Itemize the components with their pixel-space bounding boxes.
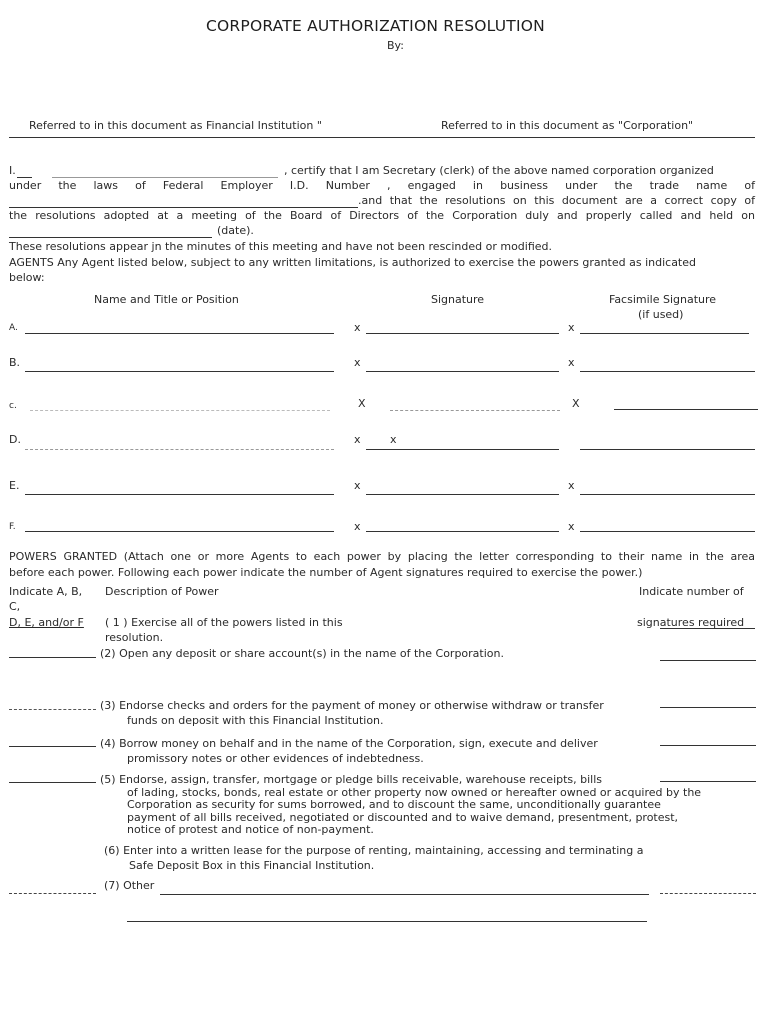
cert-line-4: the resolutions adopted at a meeting of the Board of Directors of the Corporation duly and properly called and held on bbox=[9, 209, 755, 222]
cert-line-3: .and that the resolutions on this document are a correct copy of bbox=[358, 194, 755, 207]
facsimile-x-mark: x bbox=[568, 356, 575, 369]
cert-line-1: , certify that I am Secretary (clerk) of the above named corporation organized bbox=[284, 164, 714, 177]
power-2-text: (2) Open any deposit or share account(s) in the name of the Corporation. bbox=[100, 647, 504, 660]
powers-intro-1: POWERS GRANTED (Attach one or more Agents to each power by placing the letter corresponding to their name in the area bbox=[9, 550, 755, 563]
power-7-text: (7) Other bbox=[104, 879, 155, 892]
agent-row-letter: D. bbox=[9, 433, 21, 446]
power-7-agent-field[interactable] bbox=[9, 893, 96, 894]
agent-signature-field[interactable] bbox=[366, 449, 559, 450]
agent-facsimile-field[interactable] bbox=[580, 371, 755, 372]
col-number-header: Indicate number of bbox=[639, 585, 744, 598]
financial-institution-reference: Referred to in this document as Financial Institution " bbox=[29, 119, 322, 132]
agent-row-letter: c. bbox=[9, 401, 17, 411]
reference-divider bbox=[9, 137, 755, 138]
power-5-text-3: Corporation as security for sums borrowed, and to discount the same, unconditionally guarantee bbox=[127, 798, 661, 811]
signatures-header-underline bbox=[660, 628, 755, 629]
signature-x-mark: X bbox=[358, 397, 366, 410]
agents-intro-2: below: bbox=[9, 271, 45, 284]
agent-signature-field[interactable] bbox=[366, 531, 559, 532]
agent-name-field[interactable] bbox=[30, 410, 330, 411]
col-description-header: Description of Power bbox=[105, 585, 219, 598]
col-signature-header: Signature bbox=[431, 293, 485, 306]
power-2-signatures-field[interactable] bbox=[660, 660, 756, 661]
power-5-text-4: payment of all bills received, negotiated or discounted and to waive demand, presentment, protest, bbox=[127, 811, 679, 824]
col-signatures-header: signatures required bbox=[637, 616, 745, 629]
signature-x-mark: x bbox=[354, 433, 361, 446]
by-label: By: bbox=[387, 39, 404, 52]
power-2-agent-field[interactable] bbox=[9, 657, 96, 658]
document-title: CORPORATE AUTHORIZATION RESOLUTION bbox=[206, 17, 545, 35]
agents-intro: AGENTS Any Agent listed below, subject to any written limitations, is authorized to exercise the powers granted as indicated bbox=[9, 256, 696, 269]
signature-x-mark: x bbox=[354, 321, 361, 334]
agent-facsimile-field[interactable] bbox=[580, 333, 749, 334]
col-indicate-c: C, bbox=[9, 600, 21, 613]
agent-facsimile-field[interactable] bbox=[580, 494, 755, 495]
date-field[interactable] bbox=[9, 237, 212, 238]
col-indicate-header: Indicate A, B, bbox=[9, 585, 83, 598]
powers-intro-2: before each power. Following each power indicate the number of Agent signatures required to exercise the power.) bbox=[9, 566, 643, 579]
power-4-signatures-field[interactable] bbox=[660, 745, 756, 746]
agent-signature-field[interactable] bbox=[366, 333, 559, 334]
agent-signature-field[interactable] bbox=[366, 494, 559, 495]
agent-name-field[interactable] bbox=[25, 371, 334, 372]
power-3-text-2: funds on deposit with this Financial Institution. bbox=[127, 714, 384, 727]
power-3-agent-field[interactable] bbox=[9, 709, 96, 710]
signature-x-mark-2: x bbox=[390, 433, 397, 446]
power-3-text: (3) Endorse checks and orders for the payment of money or otherwise withdraw or transfer bbox=[100, 699, 604, 712]
power-5-signatures-field[interactable] bbox=[660, 781, 756, 782]
power-5-text-2: of lading, stocks, bonds, real estate or other property now owned or hereafter owned or acquired by the bbox=[127, 786, 702, 799]
agent-row-letter: F. bbox=[9, 522, 16, 532]
agent-facsimile-field[interactable] bbox=[580, 531, 755, 532]
facsimile-x-mark: X bbox=[572, 397, 580, 410]
power-7-other-field[interactable] bbox=[160, 894, 649, 895]
power-6-text: (6) Enter into a written lease for the purpose of renting, maintaining, accessing and terminating a bbox=[104, 844, 644, 857]
power-4-text: (4) Borrow money on behalf and in the name of the Corporation, sign, execute and deliver bbox=[100, 737, 598, 750]
secretary-name-field-2[interactable] bbox=[52, 177, 278, 178]
power-7-signatures-field[interactable] bbox=[660, 893, 756, 894]
agent-row-letter: A. bbox=[9, 323, 18, 333]
power-5-text: (5) Endorse, assign, transfer, mortgage or pledge bills receivable, warehouse receipts, bills bbox=[100, 773, 603, 786]
power-4-text-2: promissory notes or other evidences of indebtedness. bbox=[127, 752, 424, 765]
power-5-text-5: notice of protest and notice of non-payment. bbox=[127, 823, 374, 836]
facsimile-x-mark: x bbox=[568, 520, 575, 533]
col-facsimile-header: Facsimile Signature bbox=[609, 293, 717, 306]
agent-facsimile-field[interactable] bbox=[580, 449, 755, 450]
facsimile-x-mark: x bbox=[568, 479, 575, 492]
power-4-agent-field[interactable] bbox=[9, 746, 96, 747]
cert-prefix: I. bbox=[9, 164, 16, 177]
trade-name-field[interactable] bbox=[9, 207, 358, 208]
col-facsimile-subheader: (if used) bbox=[638, 308, 684, 321]
agent-signature-field[interactable] bbox=[366, 371, 559, 372]
power-1-text-2: resolution. bbox=[105, 631, 164, 644]
cert-line-6: These resolutions appear jn the minutes of this meeting and have not been rescinded or modified. bbox=[9, 240, 553, 253]
col-name-header: Name and Title or Position bbox=[94, 293, 239, 306]
power-6-text-2: Safe Deposit Box in this Financial Institution. bbox=[129, 859, 375, 872]
agent-row-letter: E. bbox=[9, 479, 20, 492]
agent-name-field[interactable] bbox=[25, 494, 334, 495]
cert-line-2: under the laws of Federal Employer I.D. Number , engaged in business under the trade name of bbox=[9, 179, 755, 192]
agent-name-field[interactable] bbox=[25, 333, 334, 334]
agent-row-letter: B. bbox=[9, 356, 21, 369]
col-indicate-def: D, E, and/or F bbox=[9, 616, 84, 629]
power-7-other-field-2[interactable] bbox=[127, 921, 647, 922]
secretary-name-field[interactable] bbox=[17, 177, 32, 178]
signature-x-mark: x bbox=[354, 520, 361, 533]
agent-signature-field[interactable] bbox=[390, 410, 560, 411]
facsimile-x-mark: x bbox=[568, 321, 575, 334]
signature-x-mark: x bbox=[354, 479, 361, 492]
corporation-reference: Referred to in this document as "Corporation" bbox=[441, 119, 694, 132]
date-label: (date). bbox=[217, 224, 254, 237]
power-1-text: ( 1 ) Exercise all of the powers listed in this bbox=[105, 616, 343, 629]
agent-facsimile-field[interactable] bbox=[614, 409, 758, 410]
agent-name-field[interactable] bbox=[25, 531, 334, 532]
signature-x-mark: x bbox=[354, 356, 361, 369]
power-5-agent-field[interactable] bbox=[9, 782, 96, 783]
power-3-signatures-field[interactable] bbox=[660, 707, 756, 708]
agent-name-field[interactable] bbox=[25, 449, 334, 450]
